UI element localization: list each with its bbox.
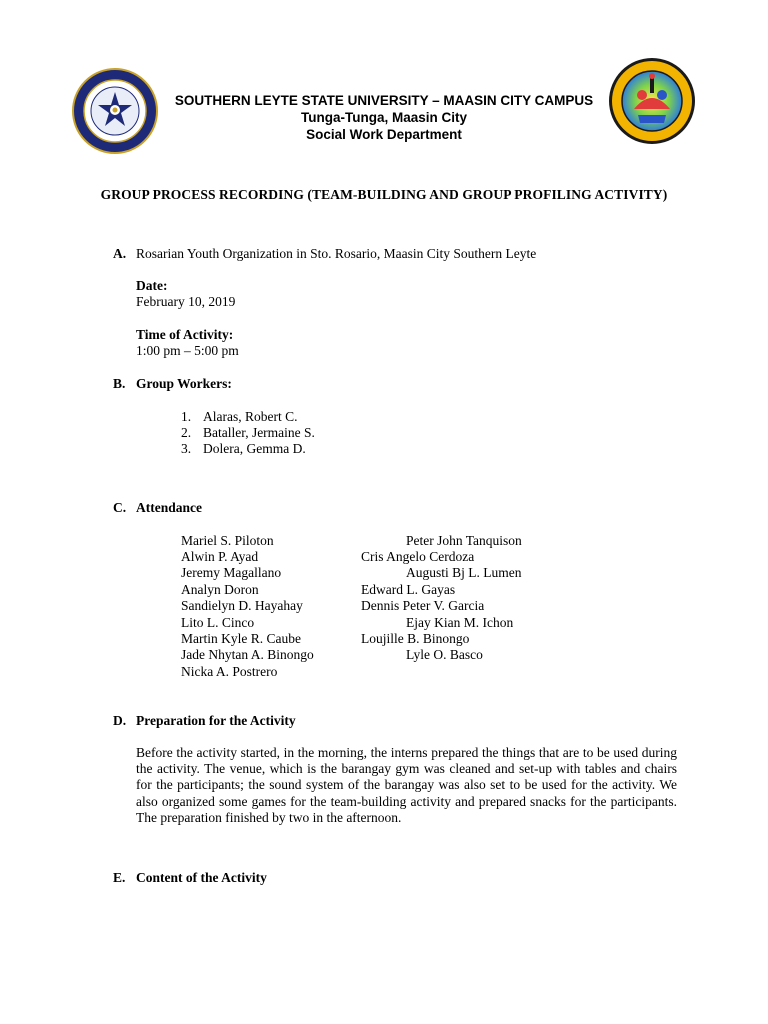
worker-number: 3. bbox=[181, 441, 192, 456]
attendee-name: Jeremy Magallano bbox=[181, 565, 282, 580]
attendee-name: Edward L. Gayas bbox=[361, 582, 456, 597]
document-title: GROUP PROCESS RECORDING (TEAM-BUILDING AND GROUP PROFILING ACTIVITY) bbox=[100, 187, 668, 202]
section-b-heading: Group Workers: bbox=[136, 376, 232, 391]
attendee-name: Nicka A. Postrero bbox=[181, 664, 278, 679]
attendee-name: Loujille B. Binongo bbox=[361, 631, 470, 646]
attendee-name: Ejay Kian M. Ichon bbox=[406, 615, 514, 630]
worker-name: Bataller, Jermaine S. bbox=[203, 425, 315, 440]
attendee-name: Analyn Doron bbox=[181, 582, 259, 597]
attendee-name: Augusti Bj L. Lumen bbox=[406, 565, 522, 580]
department-name: Social Work Department bbox=[306, 127, 462, 142]
attendee-name: Martin Kyle R. Caube bbox=[181, 631, 301, 646]
attendee-name: Peter John Tanquison bbox=[406, 533, 522, 548]
attendee-name: Cris Angelo Cerdoza bbox=[361, 549, 475, 564]
attendee-name: Dennis Peter V. Garcia bbox=[361, 598, 485, 613]
university-seal-icon bbox=[72, 68, 158, 154]
attendee-name: Sandielyn D. Hayahay bbox=[181, 598, 303, 613]
section-c-letter: C. bbox=[113, 500, 127, 515]
section-c-heading: Attendance bbox=[136, 500, 202, 515]
section-a-text: Rosarian Youth Organization in Sto. Rosario, Maasin City Southern Leyte bbox=[136, 246, 537, 261]
attendee-name: Mariel S. Piloton bbox=[181, 533, 274, 548]
time-label: Time of Activity: bbox=[136, 327, 234, 342]
preparation-paragraph: Before the activity started, in the morning, the interns prepared the things that are to be used during the activity. The venue, which is the barangay gym was cleaned and set-up with tables and chairs for the participants; the sound system of the barangay was also set to be used for the activity. We also organized some games for the team-building activity and prepared snacks for the participants. The preparation finished by two in the afternoon. bbox=[136, 745, 677, 825]
section-e-heading: Content of the Activity bbox=[136, 870, 267, 885]
date-value: February 10, 2019 bbox=[136, 294, 236, 309]
university-address: Tunga-Tunga, Maasin City bbox=[300, 110, 467, 125]
attendee-name: Jade Nhytan A. Binongo bbox=[181, 647, 314, 662]
university-name: SOUTHERN LEYTE STATE UNIVERSITY – MAASIN CITY CAMPUS bbox=[174, 93, 594, 108]
section-e-letter: E. bbox=[113, 870, 126, 885]
attendee-name: Alwin P. Ayad bbox=[181, 549, 259, 564]
time-value: 1:00 pm – 5:00 pm bbox=[136, 343, 239, 358]
worker-name: Alaras, Robert C. bbox=[203, 409, 298, 424]
attendee-name: Lito L. Cinco bbox=[181, 615, 255, 630]
worker-number: 1. bbox=[181, 409, 192, 424]
attendee-name: Lyle O. Basco bbox=[406, 647, 483, 662]
section-d-heading: Preparation for the Activity bbox=[136, 713, 296, 728]
section-b-letter: B. bbox=[113, 376, 126, 391]
section-a-letter: A. bbox=[113, 246, 127, 261]
worker-number: 2. bbox=[181, 425, 192, 440]
section-d-letter: D. bbox=[113, 713, 127, 728]
date-label: Date: bbox=[136, 278, 168, 293]
worker-name: Dolera, Gemma D. bbox=[203, 441, 306, 456]
social-work-department-seal-icon bbox=[608, 57, 696, 145]
